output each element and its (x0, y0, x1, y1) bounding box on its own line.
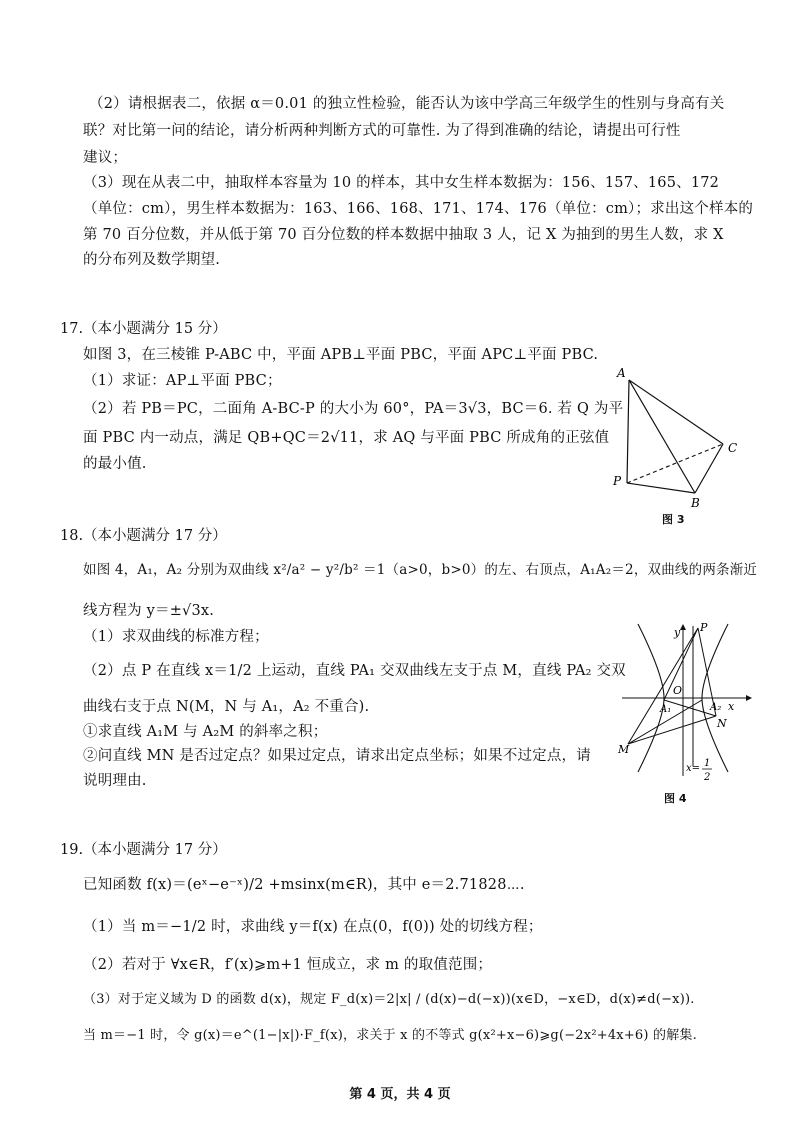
q16-part2-line1: （2）请根据表二，依据 α＝0.01 的独立性检验，能否认为该中学高三年级学生的性别与身高有关 (89, 96, 725, 112)
label-P: P (613, 474, 622, 488)
label-x-eq: x= (686, 763, 701, 774)
q19-line2: （1）当 m＝−1/2 时，求曲线 y＝f(x) 在点(0，f(0)) 处的切线方程； (83, 919, 543, 935)
page-footer: 第 4 页，共 4 页 (349, 1087, 451, 1102)
q18-line7: ②问直线 MN 是否过定点？如果过定点，请求出定点坐标；如果不过定点，请 (83, 748, 591, 764)
label-A2: A₂ (710, 702, 722, 713)
y-axis-arrow (680, 624, 686, 630)
label-M: M (618, 743, 630, 756)
q16-part3-line3: 第 70 百分位数，并从低于第 70 百分位数的样本数据中抽取 3 人，记 X 为抽到的男生人数，求 X (83, 227, 724, 243)
edge-AP (627, 380, 629, 483)
q18-line6: ①求直线 A₁M 与 A₂M 的斜率之积； (83, 724, 328, 740)
edge-PB (627, 483, 695, 493)
label-x: x (728, 700, 735, 713)
label-A1: A₁ (660, 704, 672, 715)
label-P: P (700, 621, 708, 634)
label-O: O (673, 684, 683, 697)
line-PA1M (628, 628, 698, 744)
q16-part3-line4: 的分布列及数学期望. (83, 252, 221, 268)
edge-BC (695, 444, 723, 493)
q19-header: 19.（本小题满分 17 分） (60, 842, 227, 858)
q17-line4: 面 PBC 内一动点，满足 QB+QC＝2√11，求 AQ 与平面 PBC 所成角的正弦值 (83, 430, 610, 446)
q18-line2: 线方程为 y＝±√3x. (83, 603, 215, 619)
line-A1N (664, 700, 716, 716)
q18-line8: 说明理由. (83, 773, 147, 789)
q17-line1: 如图 3，在三棱锥 P-ABC 中，平面 APB⊥平面 PBC，平面 APC⊥平面 PBC. (83, 347, 599, 363)
label-N: N (717, 717, 727, 730)
edge-PC-hidden (627, 444, 723, 483)
edge-AB (629, 380, 695, 493)
figure-3-tetrahedron (605, 360, 755, 510)
label-y: y (674, 626, 681, 639)
q18-line3: （1）求双曲线的标准方程； (83, 629, 269, 645)
q16-part2-line3: 建议； (83, 150, 128, 166)
label-half-den: 2 (704, 772, 711, 783)
x-axis-arrow (746, 695, 752, 701)
figure-3-caption: 图 3 (662, 513, 685, 526)
q18-line5: 曲线右支于点 N(M，N 与 A₁，A₂ 不重合). (83, 699, 370, 715)
q16-part2-line2: 联？对比第一问的结论，请分析两种判断方式的可靠性. 为了得到准确的结论，请提出可行性 (83, 123, 681, 139)
q17-line3: （2）若 PB＝PC，二面角 A-BC-P 的大小为 60°，PA＝3√3，BC＝6. 若 Q 为平 (83, 401, 624, 417)
label-B: B (691, 496, 700, 510)
figure-4-hyperbola (618, 616, 758, 786)
q17-header: 17.（本小题满分 15 分） (60, 321, 227, 337)
label-C: C (728, 441, 738, 455)
figure-4-caption: 图 4 (664, 792, 687, 805)
q17-line5: 的最小值. (83, 456, 147, 472)
q16-part3-line1: （3）现在从表二中，抽取样本容量为 10 的样本，其中女生样本数据为：156、157、165、172 (83, 175, 720, 191)
q18-line1: 如图 4，A₁，A₂ 分别为双曲线 x²/a² − y²/b² ＝1（a>0，b>0）的左、右顶点，A₁A₂＝2，双曲线的两条渐近 (83, 562, 758, 578)
q17-line2: （1）求证：AP⊥平面 PBC； (83, 373, 282, 389)
q19-line5: 当 m＝−1 时，令 g(x)＝e^(1−|x|)·F_f(x)，求关于 x 的不等式 g(x²+x−6)⩾g(−2x²+4x+6) 的解集. (83, 1028, 697, 1043)
q19-line3: （2）若对于 ∀x∈R，f′(x)⩾m+1 恒成立，求 m 的取值范围； (83, 957, 493, 973)
label-half-num: 1 (704, 758, 711, 769)
q18-line4: （2）点 P 在直线 x＝1/2 上运动，直线 PA₁ 交双曲线左支于点 M，直线 PA₂ 交双 (83, 663, 626, 679)
q19-line1: 已知函数 f(x)＝(eˣ−e⁻ˣ)/2 +msinx(m∈R)，其中 e＝2.71828⋯. (83, 877, 525, 893)
line-MN (628, 716, 716, 744)
q18-header: 18.（本小题满分 17 分） (60, 528, 227, 544)
label-A: A (617, 366, 626, 380)
q16-part3-line2: （单位：cm），男生样本数据为：163、166、168、171、174、176（单位：cm）；求出这个样本的 (83, 201, 754, 217)
edge-AC (629, 380, 723, 444)
q19-line4: （3）对于定义域为 D 的函数 d(x)，规定 F_d(x)＝2|x| / (d(x)−d(−x))(x∈D，−x∈D，d(x)≠d(−x)). (83, 992, 695, 1007)
